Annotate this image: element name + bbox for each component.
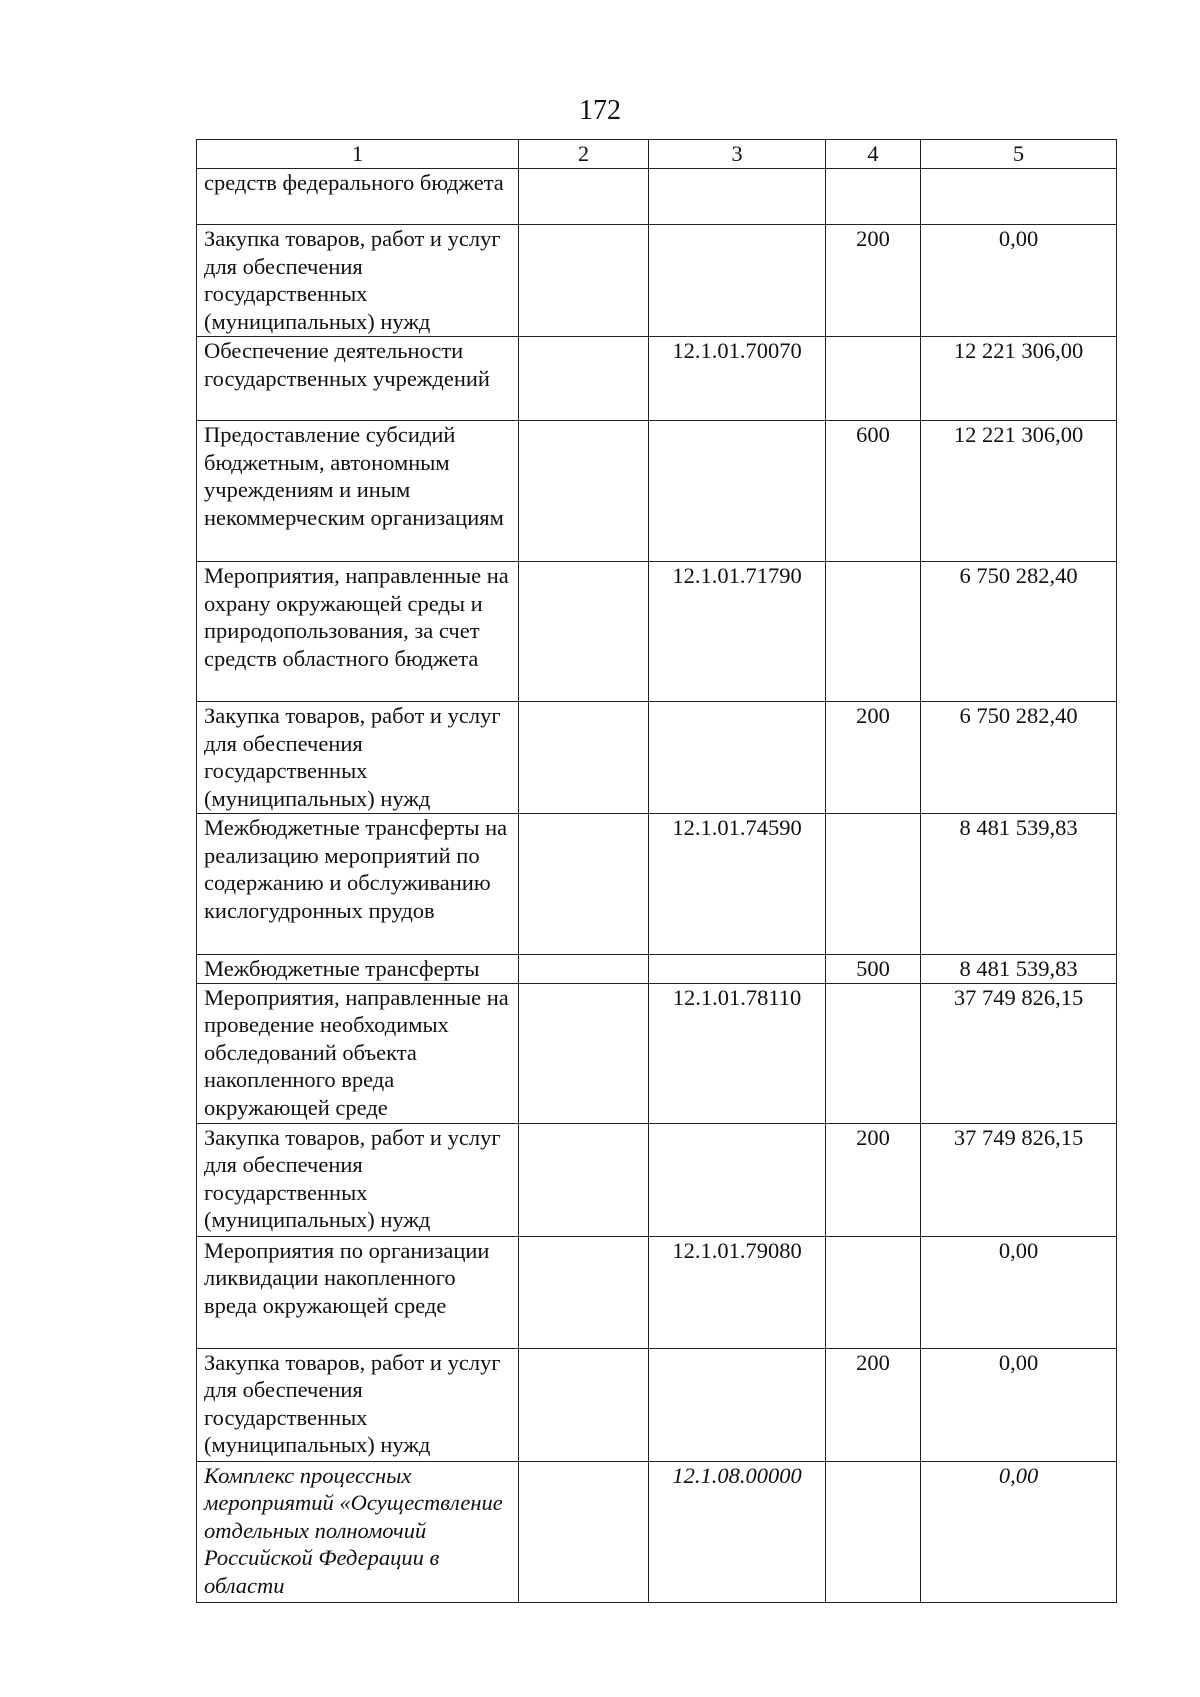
row-amount-cell — [921, 169, 1117, 225]
row-code-cell: 12.1.01.78110 — [649, 983, 826, 1123]
row-type-cell — [826, 1236, 921, 1348]
row-code-cell: 12.1.08.00000 — [649, 1461, 826, 1602]
row-code-cell — [649, 225, 826, 337]
table-row — [197, 169, 1117, 225]
row-amount-cell: 0,00 — [921, 1348, 1117, 1461]
row-amount-cell: 0,00 — [921, 225, 1117, 337]
table-row — [197, 421, 1117, 562]
row-code-cell: 12.1.01.70070 — [649, 337, 826, 421]
row-col2-cell — [519, 955, 649, 984]
row-amount-cell: 8 481 539,83 — [921, 955, 1117, 984]
row-amount-cell: 37 749 826,15 — [921, 983, 1117, 1123]
row-col2-cell — [519, 1123, 649, 1236]
row-col2-cell — [519, 1236, 649, 1348]
row-code-cell — [649, 169, 826, 225]
row-col2-cell — [519, 814, 649, 955]
row-code-cell — [649, 1123, 826, 1236]
row-code-cell: 12.1.01.71790 — [649, 562, 826, 702]
row-col2-cell — [519, 421, 649, 562]
row-amount-cell: 12 221 306,00 — [921, 337, 1117, 421]
column-header-2: 2 — [519, 140, 649, 169]
row-type-cell: 200 — [826, 1123, 921, 1236]
row-col2-cell — [519, 562, 649, 702]
row-amount-cell: 6 750 282,40 — [921, 702, 1117, 814]
row-type-cell: 200 — [826, 225, 921, 337]
row-name-cell: Мероприятия по организации ликвидации накопленного вреда окружающей среде — [197, 1236, 519, 1348]
row-type-cell: 200 — [826, 702, 921, 814]
row-col2-cell — [519, 1348, 649, 1461]
row-name-cell: Комплекс процессных мероприятий «Осуществление отдельных полномочий Российской Федерации в области — [197, 1461, 519, 1602]
column-header-1: 1 — [197, 140, 519, 169]
row-type-cell — [826, 814, 921, 955]
row-type-cell — [826, 983, 921, 1123]
table-row — [197, 562, 1117, 702]
table-row — [197, 814, 1117, 955]
table-row — [197, 1236, 1117, 1348]
row-name-cell: Закупка товаров, работ и услуг для обеспечения государственных (муниципальных) нужд — [197, 1123, 519, 1236]
row-type-cell: 200 — [826, 1348, 921, 1461]
row-code-cell: 12.1.01.79080 — [649, 1236, 826, 1348]
table-row — [197, 983, 1117, 1123]
budget-table — [196, 139, 1117, 1603]
row-col2-cell — [519, 225, 649, 337]
row-amount-cell: 37 749 826,15 — [921, 1123, 1117, 1236]
table-header-row — [197, 140, 1117, 169]
row-name-cell: Закупка товаров, работ и услуг для обеспечения государственных (муниципальных) нужд — [197, 225, 519, 337]
page-number: 172 — [579, 95, 621, 126]
row-type-cell — [826, 1461, 921, 1602]
table-row — [197, 955, 1117, 984]
row-code-cell — [649, 421, 826, 562]
table-row — [197, 225, 1117, 337]
row-amount-cell: 0,00 — [921, 1461, 1117, 1602]
row-code-cell — [649, 702, 826, 814]
row-name-cell: Межбюджетные трансферты — [197, 955, 519, 984]
row-type-cell — [826, 337, 921, 421]
row-amount-cell: 6 750 282,40 — [921, 562, 1117, 702]
row-amount-cell: 0,00 — [921, 1236, 1117, 1348]
row-name-cell: Обеспечение деятельности государственных учреждений — [197, 337, 519, 421]
row-name-cell: Закупка товаров, работ и услуг для обеспечения государственных (муниципальных) нужд — [197, 1348, 519, 1461]
row-name-cell: Мероприятия, направленные на проведение необходимых обследований объекта накопленного вреда окружающей среде — [197, 983, 519, 1123]
row-type-cell: 500 — [826, 955, 921, 984]
row-name-cell: средств федерального бюджета — [197, 169, 519, 225]
row-name-cell: Закупка товаров, работ и услуг для обеспечения государственных (муниципальных) нужд — [197, 702, 519, 814]
column-header-5: 5 — [921, 140, 1117, 169]
row-col2-cell — [519, 169, 649, 225]
column-header-4: 4 — [826, 140, 921, 169]
row-name-cell: Мероприятия, направленные на охрану окружающей среды и природопользования, за счет средств областного бюджета — [197, 562, 519, 702]
row-name-cell: Предоставление субсидий бюджетным, автономным учреждениям и иным некоммерческим организациям — [197, 421, 519, 562]
row-col2-cell — [519, 1461, 649, 1602]
table-row — [197, 1348, 1117, 1461]
row-amount-cell: 8 481 539,83 — [921, 814, 1117, 955]
table-row — [197, 337, 1117, 421]
row-code-cell — [649, 1348, 826, 1461]
table-row — [197, 1123, 1117, 1236]
row-col2-cell — [519, 337, 649, 421]
table-row — [197, 702, 1117, 814]
row-amount-cell: 12 221 306,00 — [921, 421, 1117, 562]
row-col2-cell — [519, 702, 649, 814]
column-header-3: 3 — [649, 140, 826, 169]
row-type-cell: 600 — [826, 421, 921, 562]
row-name-cell: Межбюджетные трансферты на реализацию мероприятий по содержанию и обслуживанию кислогудронных прудов — [197, 814, 519, 955]
row-type-cell — [826, 169, 921, 225]
row-col2-cell — [519, 983, 649, 1123]
table-row — [197, 1461, 1117, 1602]
row-type-cell — [826, 562, 921, 702]
row-code-cell — [649, 955, 826, 984]
row-code-cell: 12.1.01.74590 — [649, 814, 826, 955]
